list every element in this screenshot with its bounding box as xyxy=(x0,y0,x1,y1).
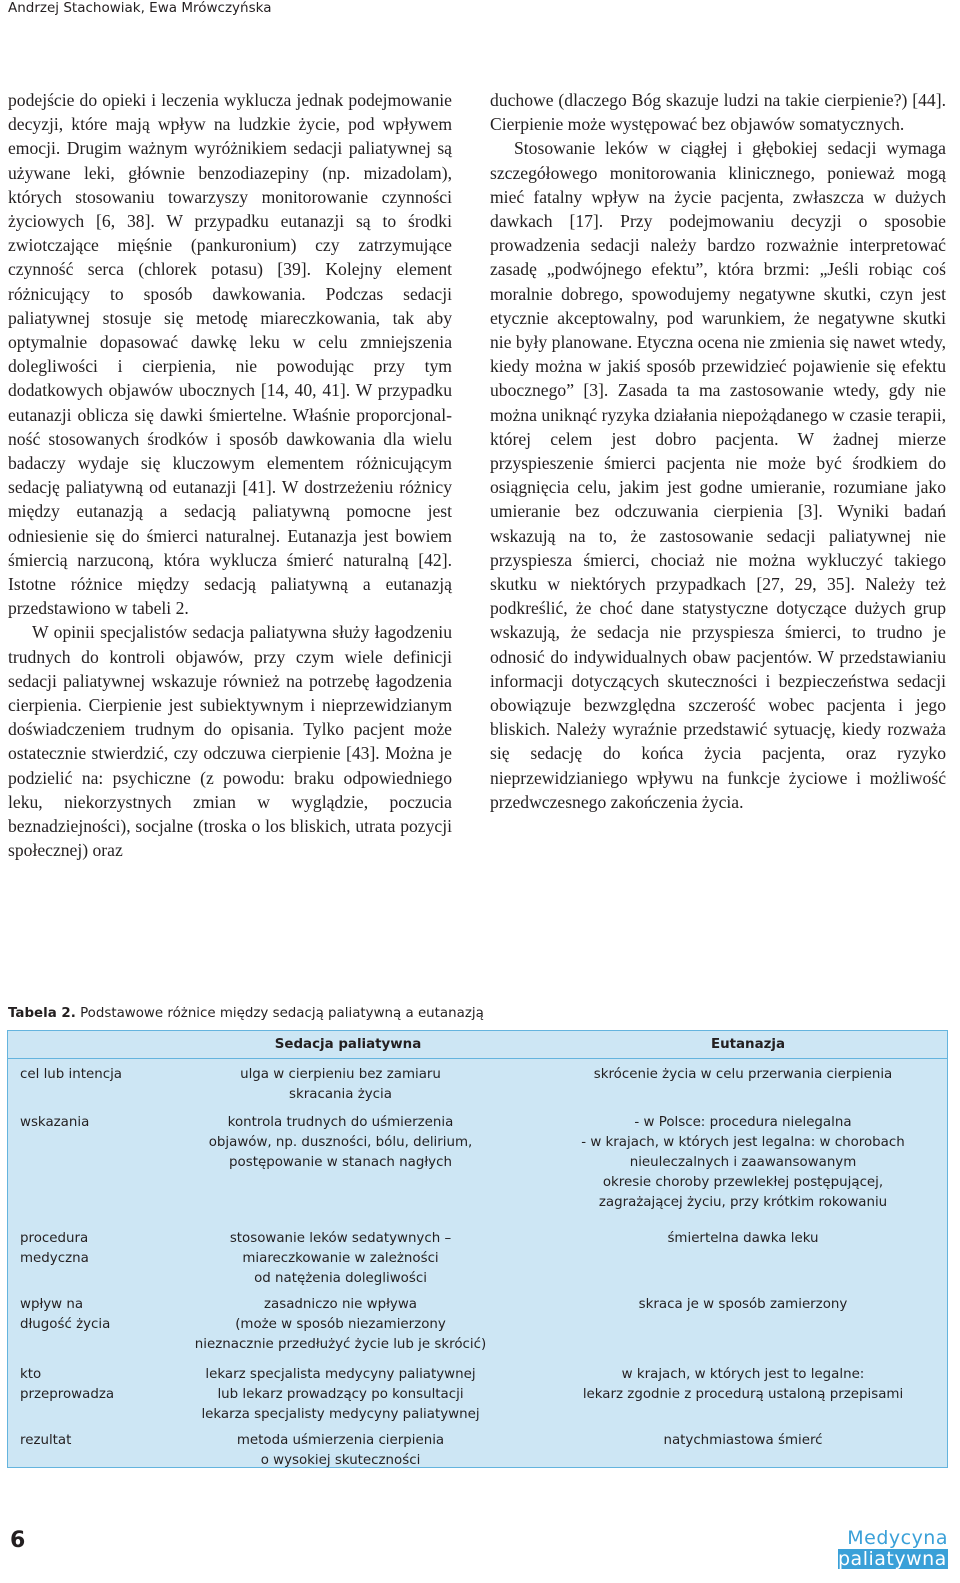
cell-sedation: stosowanie leków sedatywnych – miareczkowanie w zależności od natężenia dolegliwości xyxy=(229,1231,452,1286)
table-caption-label: Tabela 2. xyxy=(8,1006,76,1021)
paragraph: W opinii specjalistów sedacja paliatywna służy łagodzeniu trudnych do kontroli objawów, przy czym wiele definicji sedacji paliatywnej wskazuje również na potrzebę łagodzenia cierpienia. Cierpienie jest subiektywnym i nieprzewidzianym doświadczeniem trudnym do opisania. Tylko pacjent może ostatecznie stwierdzić, czy odczuwa cierpienie [43]. Można je podzielić na: psychiczne (z powodu: braku odpowiedniego leku, niekorzystnych zmian w wyglądzie, poczucia beznadziejności), socjalne (troska o los bliskich, utrata pozycji społecznej) oraz xyxy=(8,622,452,861)
journal-logo xyxy=(838,1528,948,1568)
column-header-euthanasia: Eutanazja xyxy=(710,1037,786,1052)
cell-sedation: metoda uśmierzenia cierpienia o wysokiej skuteczności xyxy=(236,1433,445,1468)
cell-sedation: zasadniczo nie wpływa (może w sposób niezamierzony nieznacznie przedłużyć życie lub je skrócić) xyxy=(194,1297,487,1352)
cell-sedation: kontrola trudnych do uśmierzenia objawów, np. duszności, bólu, delirium, postępowanie w stanach nagłych xyxy=(208,1115,473,1170)
cell-euthanasia: w krajach, w których jest to legalne: lekarz zgodnie z procedurą ustaloną przepisami xyxy=(582,1367,904,1402)
cell-criterion: kto przeprowadza xyxy=(20,1367,115,1402)
column-header-sedation: Sedacja paliatywna xyxy=(274,1037,422,1052)
paragraph: podejście do opieki i leczenia wyklucza jednak podejmowanie decyzji, które mają wpływ na ludzkie życie, pod wpływem emocji. Drugim ważnym wyróżnikiem sedacji paliatywnej są używane leki, głównie benzodiazepiny (np. mizadolam), których stosowaniu towarzyszy monitorowanie czynności życiowych [6, 38]. W przypadku eutanazji są to środki zwiotczające mięśnie (pankuronium) czy zatrzymujące czynność serca (chlorek potasu) [39]. Kolejny element różnicujący to sposób dawkowania. Podczas sedacji paliatywnej stosuje się metodę miareczkowania, tak aby optymalnie dopasować dawkę leku w celu zmniejszenia dolegliwości i cierpienia, nie powodując przy tym dodatkowych objawów ubocznych [14, 40, 41]. W przypadku eutanazji oblicza się dawki śmiertelne. Właśnie proporcjonalność stosowanych środków i sposób dawkowania dla wielu badaczy wydaje się kluczowym elementem różnicującym sedację paliatywną od eutanazji [41]. W dostrzeżeniu różnicy między eutanazją a sedacją paliatywną pomocne jest odniesienie się do śmierci naturalnej. Eutanazja jest bowiem śmiercią narzuconą, która wyklucza śmierć naturalną [42]. Istotne różnice między sedacją paliatywną a eutanazją przedstawiono w tabeli 2. xyxy=(8,90,452,619)
table-caption xyxy=(8,1006,484,1021)
page-number: 6 xyxy=(10,1528,26,1553)
cell-criterion: wskazania xyxy=(20,1115,90,1130)
journal-logo-line1: Medycyna xyxy=(847,1527,948,1549)
cell-sedation: lekarz specjalista medycyny paliatywnej lub lekarz prowadzący po konsultacji lekarza specjalisty medycyny paliatywnej xyxy=(201,1367,480,1422)
cell-criterion: wpływ na długość życia xyxy=(20,1297,111,1332)
left-text-column xyxy=(8,88,452,863)
right-text-column xyxy=(490,88,946,814)
running-header: Andrzej Stachowiak, Ewa Mrówczyńska xyxy=(8,0,272,16)
cell-criterion: procedura medyczna xyxy=(20,1231,89,1266)
cell-criterion: rezultat xyxy=(20,1433,72,1448)
cell-euthanasia: skraca je w sposób zamierzony xyxy=(638,1297,848,1312)
paragraph: Stosowanie leków w ciągłej i głębokiej sedacji wymaga szczegółowego monitorowania klinicznego, ponieważ mogą mieć fatalny wpływ na życie pacjenta, zwłaszcza w dużych dawkach [17]. Przy podejmowaniu decyzji o sposobie prowadzenia sedacji należy bardzo rozważnie interpretować zasadę „podwójnego efektu”, która brzmi: „Jeśli robiąc coś moralnie dobrego, spowodujemy negatywne skutki, czyn jest etycznie akceptowalny, pod warunkiem, że negatywne skutki nie były planowane. Etyczna ocena nie zmienia się nawet wtedy, kiedy można w jakiś sposób przewidzieć pojawienie się efektu ubocznego” [3]. Zasada ta ma zastosowanie wtedy, gdy nie można uniknąć ryzyka działania niepożądanego w czasie terapii, której celem jest dobro pacjenta. W żadnej mierze przyspieszenie śmierci pacjenta nie może być środkiem do osiągnięcia celu, jakim jest godne umieranie, rozumiane jako umieranie bez odczuwania cierpienia [3]. Wyniki badań wskazują na to, że zastosowanie sedacji paliatywnej nie przyspiesza śmierci, chociaż nie można wykluczyć takiego skutku w niektórych przypadkach [27, 29, 35]. Należy też podkreślić, że choć dane statystyczne dotyczące dużych grup wskazują, że sedacja nie przyspiesza śmierci, to trudno je odnosić do indywidualnych obaw pacjentów. W przedstawianiu informacji dotyczących skuteczności i bezpieczeństwa sedacji obowiązuje bezwzględna szczerość wobec pacjenta i jego bliskich. Należy wyraźnie przedstawić sytuację, kiedy rozważa się sedację do końca życia pacjenta, oraz ryzyko nieprzewidzianiego wpływu na funkcje życiowe i możliwość przedwczesnego zakończenia życia. xyxy=(490,138,946,812)
cell-euthanasia: skrócenie życia w celu przerwania cierpienia xyxy=(593,1067,893,1082)
comparison-table xyxy=(7,1030,948,1468)
journal-logo-line2: paliatywna xyxy=(838,1548,947,1570)
cell-sedation: ulga w cierpieniu bez zamiaru skracania życia xyxy=(240,1067,441,1102)
table-caption-text: Podstawowe różnice między sedacją paliatywną a eutanazją xyxy=(75,1006,484,1021)
cell-euthanasia: natychmiastowa śmierć xyxy=(663,1433,823,1448)
cell-euthanasia: śmiertelna dawka leku xyxy=(667,1231,819,1246)
cell-criterion: cel lub intencja xyxy=(20,1067,123,1082)
table-header-row xyxy=(8,1031,947,1059)
paragraph: duchowe (dlaczego Bóg skazuje ludzi na takie cierpienie?) [44]. Cierpienie może występować bez objawów somatycznych. xyxy=(490,90,946,135)
cell-euthanasia: - w Polsce: procedura nielegalna - w krajach, w których jest legalna: w chorobach nieuleczalnych i zaawansowanym okresie choroby przewlekłej postępującej, zagrażającej życiu, przy krótkim rokowaniu xyxy=(581,1115,905,1210)
